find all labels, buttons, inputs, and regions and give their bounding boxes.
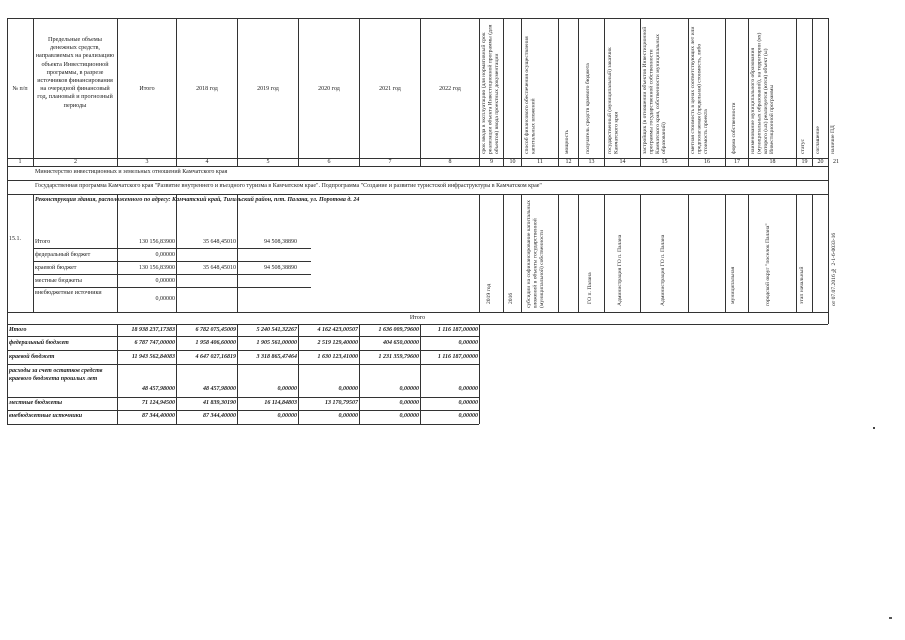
totals-cell: 0,00000 bbox=[399, 386, 419, 392]
totals-cell: 0,00000 bbox=[458, 386, 478, 392]
column-number: 17 bbox=[734, 159, 740, 165]
totals-cell: 0,00000 bbox=[277, 386, 297, 392]
totals-cell: 1 231 359,79600 bbox=[378, 354, 419, 360]
object-row-total: 0,00000 bbox=[155, 278, 175, 284]
totals-row-label: краевой бюджет bbox=[9, 354, 55, 360]
header-col-3: Итого bbox=[139, 86, 155, 92]
header-col-1: № п/п bbox=[12, 86, 28, 92]
object-recipient: ГО п. Палана bbox=[587, 272, 593, 304]
totals-cell: 6 787 747,00000 bbox=[134, 340, 175, 346]
object-ownership: муниципальная bbox=[730, 266, 736, 304]
header-col-13: получатель средств краевого бюджета bbox=[585, 63, 591, 154]
totals-cell: 5 240 541,32267 bbox=[256, 327, 297, 333]
totals-cell: 0,00000 bbox=[458, 413, 478, 419]
object-row-total: 130 156,83900 bbox=[139, 265, 175, 271]
totals-row-label: местные бюджеты bbox=[9, 400, 63, 406]
totals-cell: 0,00000 bbox=[399, 400, 419, 406]
column-number: 19 bbox=[801, 159, 808, 165]
totals-cell: 1 958 406,60000 bbox=[195, 340, 236, 346]
column-number: 4 bbox=[205, 159, 209, 165]
header-col-10 bbox=[505, 22, 520, 154]
itogo-band: Итого bbox=[409, 315, 426, 321]
header-col-6: 2020 год bbox=[318, 86, 340, 92]
column-number: 21 bbox=[833, 159, 839, 165]
totals-cell: 11 943 562,84083 bbox=[131, 354, 175, 360]
totals-cell: 41 839,30190 bbox=[203, 400, 236, 406]
header-col-12: мощность bbox=[564, 129, 570, 154]
column-number: 6 bbox=[327, 159, 331, 165]
totals-cell: 1 116 187,00000 bbox=[437, 354, 478, 360]
object-design-doc: от 07.07.2016 № 2-1-6-0033-16 bbox=[831, 232, 837, 306]
object-municipality: городской округ "поселок Палана" bbox=[765, 223, 771, 306]
object-row-label: Итого bbox=[35, 239, 51, 245]
column-number: 9 bbox=[490, 159, 493, 165]
column-number: 15 bbox=[661, 159, 668, 165]
column-number: 14 bbox=[619, 159, 626, 165]
object-row-label: внебюджетные источники bbox=[35, 290, 102, 296]
column-number: 20 bbox=[817, 159, 824, 165]
header-col-14: государственный (муниципальный) заказчик Камчатского края bbox=[607, 47, 620, 154]
column-number: 5 bbox=[266, 159, 270, 165]
totals-cell: 0,00000 bbox=[458, 340, 478, 346]
column-number: 2 bbox=[74, 159, 77, 165]
totals-cell: 1 116 187,00000 bbox=[437, 327, 478, 333]
header-col-11: способ финансового обеспечения осуществления капитальных вложений bbox=[524, 36, 537, 154]
header-col-16: сметная стоимость в ценах соответствующих лет или предполагаемая (предельная) стоимость, либо стоимость проекта bbox=[690, 26, 709, 154]
totals-cell: 404 650,00000 bbox=[383, 340, 419, 346]
header-col-15: застройщик (в отношении объектов Инвестиционной программы государственной собственности Камчатского края, собственности муниципальных образований) bbox=[642, 26, 668, 154]
object-row-label: федеральный бюджет bbox=[35, 252, 91, 258]
totals-cell: 18 938 237,17383 bbox=[131, 327, 175, 333]
object-customer: Администрация ГО п. Палана bbox=[617, 234, 623, 306]
totals-row-label: внебюджетные источники bbox=[9, 413, 83, 419]
totals-cell: 4 162 423,00507 bbox=[317, 327, 358, 333]
totals-cell: 2 519 129,40000 bbox=[317, 340, 358, 346]
column-number: 13 bbox=[588, 159, 595, 165]
totals-cell: 0,00000 bbox=[338, 413, 358, 419]
totals-cell: 16 114,84803 bbox=[264, 400, 297, 406]
scan-speck bbox=[889, 617, 892, 619]
column-number: 11 bbox=[537, 159, 543, 165]
header-col-8: 2022 год bbox=[439, 86, 461, 92]
totals-cell: 48 457,98000 bbox=[203, 386, 236, 392]
header-col-9: срок ввода в эксплуатацию (для нормативный срок реализации объекта Инвестиционной программы (для объектов) ввода проектных документации bbox=[481, 24, 500, 154]
totals-cell: 1 630 123,41000 bbox=[317, 354, 358, 360]
program-title: Государственная программа Камчатского края "Развитие внутреннего и въездного туризма в Камчатском крае". Подпрограмма "Создание и развитие туристской инфраструктуры в Камчатском крае" bbox=[35, 183, 542, 189]
totals-cell: 13 170,79507 bbox=[325, 400, 358, 406]
header-col-2: Предельные объемы денежных средств, направляемых на реализацию объекта Инвестиционной программы, в разрезе источников финансирования на очередной финансовый год, плановый и прогнозный периоды bbox=[35, 36, 115, 109]
object-id: 15.1. bbox=[9, 236, 21, 242]
object-start-year: 2016 bbox=[508, 292, 514, 304]
header-col-20: соглашение bbox=[815, 126, 821, 154]
object-row-2018: 35 648,45010 bbox=[203, 265, 236, 271]
totals-cell: 48 457,98000 bbox=[142, 386, 175, 392]
totals-cell: 4 647 027,16819 bbox=[195, 354, 236, 360]
column-number: 18 bbox=[769, 159, 776, 165]
object-title: Реконструкция здания, расположенного по адресу: Камчатский край, Тигильский район, пгт. Палана, ул. Поротова д. 24 bbox=[35, 197, 360, 203]
column-number: 12 bbox=[565, 159, 572, 165]
totals-cell: 87 344,40000 bbox=[203, 413, 236, 419]
object-row-total: 130 156,83900 bbox=[139, 239, 175, 245]
object-row-label: местные бюджеты bbox=[35, 278, 82, 284]
totals-cell: 0,00000 bbox=[458, 400, 478, 406]
totals-row-label: Итого bbox=[9, 327, 27, 333]
object-status: этап начальный bbox=[799, 266, 805, 304]
column-number: 7 bbox=[388, 159, 392, 165]
header-col-18: наименование муниципального образования (муниципальных образований), на территории (ях) которого (ых) реализуется (ются) объект (ы) Инвестиционной программы bbox=[750, 32, 776, 154]
totals-cell: 0,00000 bbox=[399, 413, 419, 419]
totals-row-label: расходы за счет остатков средств краевого бюджета прошлых лет bbox=[9, 368, 103, 382]
header-col-17: форма собственности bbox=[731, 102, 737, 154]
header-col-19: статус bbox=[800, 139, 806, 154]
object-row-2019: 94 508,38890 bbox=[264, 239, 297, 245]
column-number: 8 bbox=[448, 159, 452, 165]
totals-cell: 71 124,94500 bbox=[142, 400, 175, 406]
object-financing-method: субсидии на софинансирование капитальных вложений в объекты государственной (муниципальной) собственности bbox=[526, 200, 545, 308]
totals-cell: 87 344,40000 bbox=[142, 413, 175, 419]
totals-cell: 3 318 865,47464 bbox=[256, 354, 297, 360]
totals-cell: 0,00000 bbox=[338, 386, 358, 392]
column-number: 16 bbox=[704, 159, 710, 165]
object-row-2018: 35 648,45010 bbox=[203, 239, 236, 245]
object-row-label: краевой бюджет bbox=[35, 265, 77, 271]
object-commission-year: 2019 год bbox=[486, 283, 492, 304]
object-row-total: 0,00000 bbox=[155, 252, 175, 258]
ministry-title: Министерство инвестиционных и земельных отношений Камчатского края bbox=[35, 169, 228, 175]
totals-cell: 1 905 561,00000 bbox=[256, 340, 297, 346]
object-row-total: 0,00000 bbox=[155, 296, 175, 302]
column-number: 1 bbox=[18, 159, 22, 165]
totals-cell: 1 636 009,79600 bbox=[378, 327, 419, 333]
object-row-2019: 94 508,38890 bbox=[264, 265, 297, 271]
totals-cell: 0,00000 bbox=[277, 413, 297, 419]
scan-speck bbox=[873, 427, 875, 429]
column-number: 10 bbox=[509, 159, 516, 165]
header-col-4: 2018 год bbox=[196, 86, 218, 92]
totals-cell: 6 782 075,45009 bbox=[195, 327, 236, 333]
header-col-5: 2019 год bbox=[257, 86, 279, 92]
column-number: 3 bbox=[145, 159, 149, 165]
header-col-21: наличие ПД bbox=[830, 125, 836, 154]
object-developer: Администрация ГО п. Палана bbox=[660, 234, 666, 306]
totals-row-label: федеральный бюджет bbox=[9, 340, 69, 346]
header-col-7: 2021 год bbox=[379, 86, 401, 92]
